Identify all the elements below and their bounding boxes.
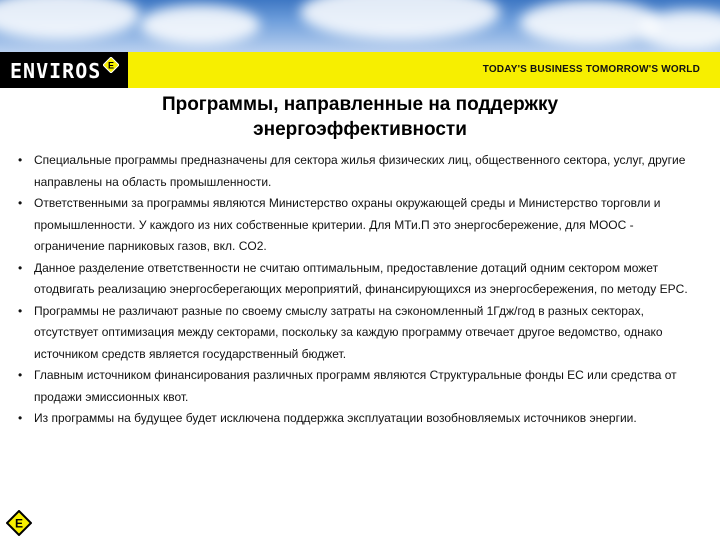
bullet-item: • Ответственными за программы являются Министерство охраны окружающей среды и Министерство торговли и промышленности. У каждого из них собственные критерии. Для МТи.П это энергосбережение, для МООС - ограничение парниковых газов, вкл. CO2. <box>18 193 698 258</box>
sky-header-image <box>0 0 720 52</box>
enviros-logo <box>0 52 128 88</box>
tagline: TODAY'S BUSINESS TOMORROW'S WORLD <box>482 64 700 75</box>
svg-text:E: E <box>14 516 24 531</box>
bullet-list <box>18 150 698 430</box>
svg-text:E: E <box>107 60 115 71</box>
bullet-item: • Программы не различают разные по своему смыслу затраты на сэкономленный 1Гдж/год в разных секторах, отсутствует оптимизация между секторами, поскольку за каждую программу отвечает другое ведомство, однако источником средств является государственный бюджет. <box>18 301 698 366</box>
slide-title <box>0 92 720 142</box>
bullet-item: • Из программы на будущее будет исключена поддержка эксплуатации возобновляемых источников энергии. <box>18 408 698 430</box>
enviros-e-diamond-icon <box>6 510 32 536</box>
bullet-item: • Данное разделение ответственности не считаю оптимальным, предоставление дотаций одним сектором может отодвигать реализацию энергосберегающих мероприятий, финансирующихся из энергосбережения, по методу EPC. <box>18 258 698 301</box>
bullet-item: • Главным источником финансирования различных программ являются Структуральные фонды ЕС или средства от продажи эмиссионных квот. <box>18 365 698 408</box>
brand-name: ENVIROS <box>10 59 102 83</box>
title-line-1: Программы, направленные на поддержку <box>161 94 559 115</box>
enviros-e-diamond-icon <box>103 57 119 73</box>
bullet-item: • Специальные программы предназначены для сектора жилья физических лиц, общественного сектора, услуг, другие направлены на область промышленности. <box>18 150 698 193</box>
title-line-2: энергоэффективности <box>253 119 467 140</box>
